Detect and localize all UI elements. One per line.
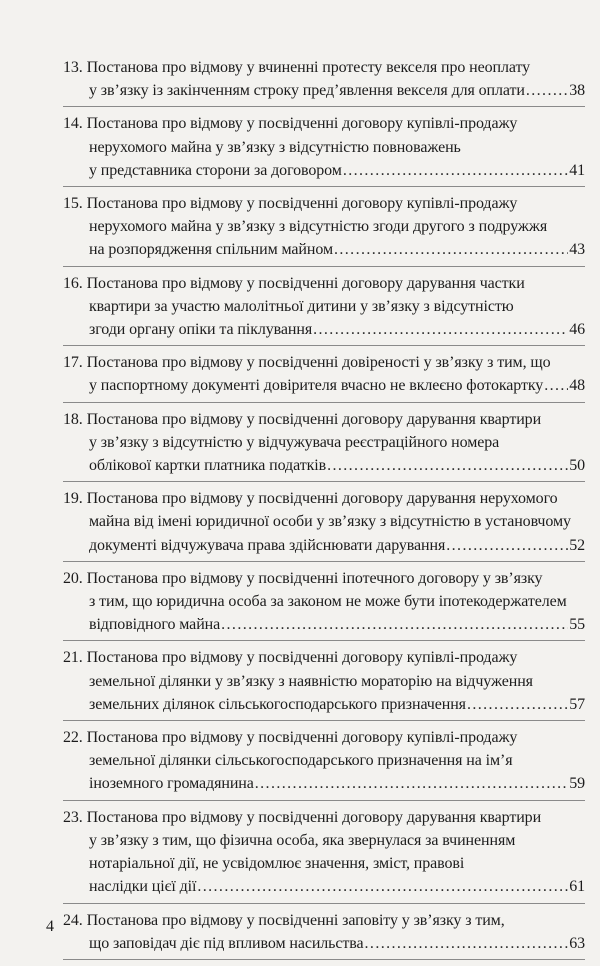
- toc-entry-last-line: [63, 454, 585, 477]
- toc-page-number: 46: [569, 321, 585, 339]
- toc-entry-line: 15. Постанова про відмову у посвідченні договору купівлі-продажу: [63, 195, 518, 213]
- toc-entry-last-line: [63, 159, 585, 182]
- toc-entry-last-line: [63, 318, 585, 341]
- toc-entry-line: нерухомого майна у зв’язку з відсутністю повноважень: [89, 138, 461, 156]
- toc-entry-last-line: [63, 374, 585, 397]
- dot-leader: [343, 159, 568, 182]
- toc-entry-text: у паспортному документі довірителя вчасно не вклеєно фотокартку: [89, 377, 544, 395]
- toc-page-number: 50: [569, 457, 585, 475]
- toc-entry: [63, 346, 585, 402]
- dot-leader: [544, 374, 568, 397]
- toc-entry-last-line: [63, 693, 585, 716]
- toc-entry-line: 18. Постанова про відмову у посвідченні договору дарування квартири: [63, 410, 542, 428]
- table-of-contents: [63, 50, 585, 960]
- toc-entry: [63, 562, 585, 642]
- toc-entry: [63, 50, 585, 107]
- toc-entry: [63, 187, 585, 267]
- toc-entry: [63, 721, 585, 801]
- toc-entry-text: що заповідач діє під впливом насильства: [89, 934, 364, 952]
- toc-page-number: 63: [569, 934, 585, 952]
- toc-entry-line: 20. Постанова про відмову у посвідченні іпотечного договору у зв’язку: [63, 569, 543, 587]
- toc-entry-text: документі відчужувача права здійснювати дарування: [89, 536, 446, 554]
- toc-entry-last-line: [63, 238, 585, 261]
- toc-entry-line: 19. Постанова про відмову у посвідченні договору дарування нерухомого: [63, 490, 558, 508]
- toc-entry: [63, 641, 585, 721]
- toc-entry-last-line: [63, 932, 585, 955]
- toc-page-number: 52: [569, 536, 585, 554]
- toc-entry: [63, 904, 585, 960]
- toc-entry-text: згоди органу опіки та піклування: [89, 321, 313, 339]
- toc-entry-last-line: [63, 875, 585, 898]
- toc-entry-line: нерухомого майна у зв’язку з відсутністю згоди другого з подружжя: [89, 218, 548, 236]
- toc-entry-line: у зв’язку з тим, що фізична особа, яка звернулася за вчиненням: [89, 831, 516, 849]
- toc-entry-text: іноземного громадянина: [89, 775, 254, 793]
- toc-page-number: 59: [569, 775, 585, 793]
- dot-leader: [334, 238, 568, 261]
- dot-leader: [365, 932, 569, 955]
- toc-entry-line: з тим, що юридична особа за законом не може бути іпотекодержателем: [89, 593, 567, 611]
- toc-page-number: 38: [569, 82, 585, 100]
- dot-leader: [313, 318, 568, 341]
- toc-page-number: 61: [569, 878, 585, 896]
- toc-entry: [63, 403, 585, 483]
- toc-page-number: 41: [569, 161, 585, 179]
- toc-entry: [63, 482, 585, 562]
- toc-entry-line: 22. Постанова про відмову у посвідченні договору купівлі-продажу: [63, 729, 518, 747]
- toc-entry-line: 23. Постанова про відмову у посвідченні договору дарування квартири: [63, 808, 542, 826]
- toc-entry-text: на розпорядження спільним майном: [89, 241, 333, 259]
- toc-entry-text: наслідки цієї дії: [89, 878, 197, 896]
- page-number: 4: [46, 918, 54, 935]
- dot-leader: [446, 534, 568, 557]
- toc-entry: [63, 801, 585, 904]
- toc-entry-line: у зв’язку з відсутністю у відчужувача реєстраційного номера: [89, 433, 500, 451]
- toc-entry-text: облікової картки платника податків: [89, 457, 327, 475]
- toc-entry-text: відповідного майна: [89, 616, 221, 634]
- toc-entry-line: земельної ділянки сільськогосподарського призначення на ім’я: [89, 752, 513, 770]
- toc-entry-line: 13. Постанова про відмову у вчиненні протесту векселя про неоплату: [63, 59, 531, 76]
- dot-leader: [221, 613, 568, 636]
- toc-entry-line: квартири за участю малолітньої дитини у зв’язку з відсутністю: [89, 297, 514, 315]
- toc-entry-last-line: [63, 534, 585, 557]
- toc-entry-line: 17. Постанова про відмову у посвідченні довіреності у зв’язку з тим, що: [63, 354, 551, 372]
- toc-page-number: 55: [569, 616, 585, 634]
- toc-entry-line: майна від імені юридичної особи у зв’язку з відсутністю в установчому: [89, 513, 571, 531]
- toc-entry-line: 16. Постанова про відмову у посвідченні договору дарування частки: [63, 274, 525, 292]
- toc-page-number: 57: [569, 695, 585, 713]
- toc-entry-text: у представника сторони за договором: [89, 161, 342, 179]
- toc-entry-last-line: [63, 613, 585, 636]
- toc-entry-last-line: [63, 772, 585, 795]
- toc-entry-line: 14. Постанова про відмову у посвідченні договору купівлі-продажу: [63, 115, 518, 133]
- toc-entry: [63, 267, 585, 347]
- toc-entry-line: земельної ділянки у зв’язку з наявністю мораторію на відчуження: [89, 672, 533, 690]
- toc-page-number: 48: [569, 377, 585, 395]
- toc-entry-line: 24. Постанова про відмову у посвідченні заповіту у зв’язку з тим,: [63, 911, 505, 929]
- toc-entry-text: земельних ділянок сільськогосподарського призначення: [89, 695, 466, 713]
- dot-leader: [255, 772, 568, 795]
- dot-leader: [197, 875, 568, 898]
- dot-leader: [526, 79, 568, 102]
- toc-entry-line: нотаріальної дії, не усвідомлює значення, зміст, правові: [89, 855, 465, 873]
- toc-entry: [63, 107, 585, 187]
- dot-leader: [327, 454, 568, 477]
- toc-entry-text: у зв’язку із закінченням строку пред’явлення векселя для оплати: [89, 82, 525, 100]
- toc-page-number: 43: [569, 241, 585, 259]
- toc-entry-last-line: [63, 79, 585, 102]
- dot-leader: [467, 693, 568, 716]
- toc-entry-line: 21. Постанова про відмову у посвідченні договору купівлі-продажу: [63, 649, 518, 667]
